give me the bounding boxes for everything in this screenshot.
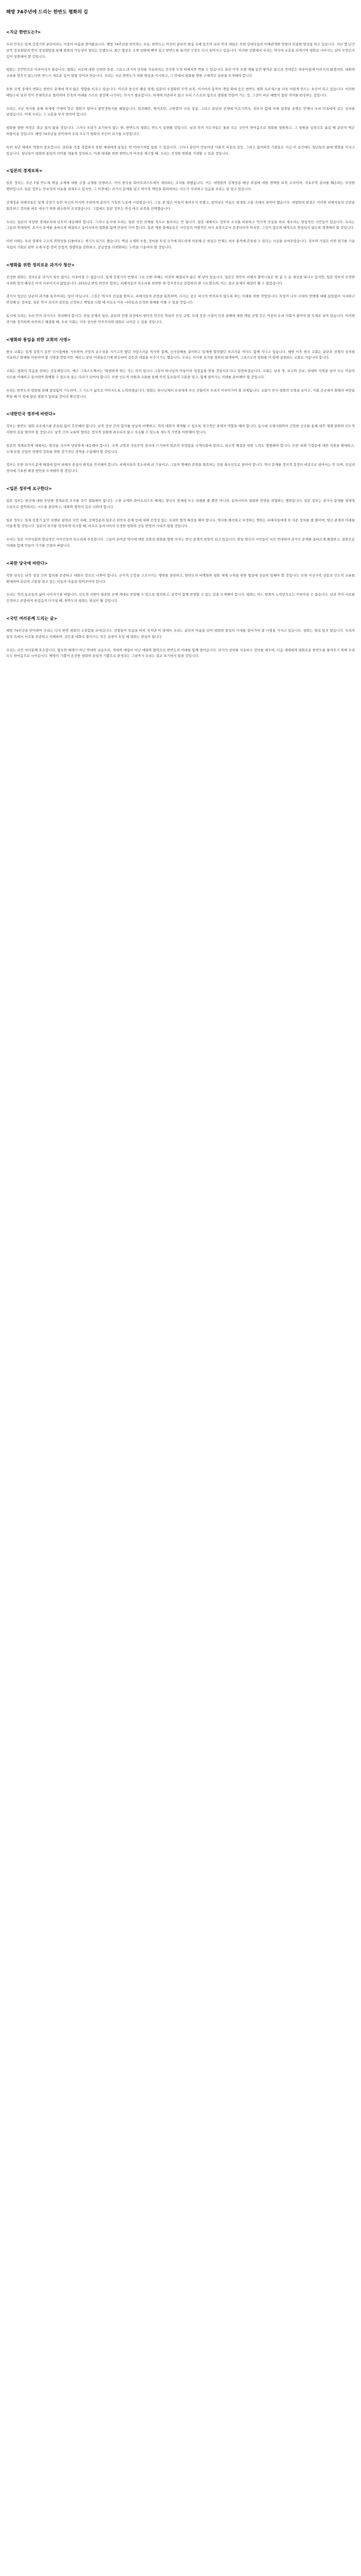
section-heading: <지금 한반도는?>	[6, 30, 41, 35]
body-paragraph: 일본의 경제보복에 대해서는 원칙을 지키며 당당하게 대응해야 합니다. 국제 규범과 자유무역 질서에 근거하여 일본의 부당함을 국제사회에 알리고, 외교적 해결을 위한 노력도 병행해야 합니다. 또한 피해 기업들에 대한 지원을 확대하고, 소재·부품 산업의 경쟁력 강화를 위한 장기적인 정책을 수립해야 할 것입니다.	[6, 443, 355, 454]
body-paragraph: 동시에 우리는 우리 안의 과거사도 정리해야 합니다. 친일 잔재의 청산, 분단과 전쟁 과정에서 벌어진 민간인 학살의 진상 규명, 독재 정권 시절의 인권 침해에 대한 책임 규명 등은 여전히 우리 사회가 풀어야 할 숙제로 남아 있습니다. 이러한 과거를 정직하게 마주하고 해결할 때, 우리 사회는 더욱 성숙한 민주주의와 평화로 나아갈 수 있을 것입니다.	[6, 313, 355, 324]
section-heading: <국민 여러분께 드리는 글>	[6, 616, 58, 621]
document-title: 해방 74주년에 드리는 한반도 평화의 길	[6, 10, 88, 15]
body-paragraph: 정부는 한반도 평화 프로세스를 흔들림 없이 추진해야 합니다. 남북 정상 간의 합의를 성실히 이행하고, 북미 대화가 재개될 수 있도록 적극적인 중재자 역할을 해야 합니다. 동시에 국제사회와의 긴밀한 공조를 통해 대북 제재 완화와 인도적 지원의 길을 열어야 할 것입니다. 남북 간의 교류와 협력은 정치적 상황에 좌우되지 않고 지속될 수 있도록 제도적 기반을 마련해야 합니다.	[6, 424, 355, 435]
body-paragraph: 진정한 평화는 정의로운 과거사 청산 없이는 이루어질 수 없습니다. 일제 강점기의 만행과 그로 인한 피해는 여전히 해결되지 않은 채 남아 있습니다. 일본군 위안부 피해자 할머니들은 한 분 두 분 세상을 떠나고 있지만, 일본 정부의 진정한 사죄와 법적 배상은 아직 이루어지지 않았습니다. 2015년 한일 위안부 합의는 피해자들의 목소리를 외면한 채 정치적으로 봉합하려 한 시도였으며, 이는 결코 문제의 해결이 될 수 없었습니다.	[6, 275, 355, 285]
body-paragraph: 우리는 북녘 동포들의 삶이 나아지기를 바랍니다. 인도적 지원이 필요한 곳에 제대로 전달될 수 있도록 협력하고, 남북이 함께 번영할 수 있는 길을 모색해야 합니다. 평화는 어느 한쪽의 노력만으로는 이루어질 수 없습니다. 남과 북이 서로를 인정하고 존중하며 한걸음씩 다가설 때, 한반도의 평화는 현실이 될 것입니다.	[6, 592, 355, 603]
section-heading: <일본 정부에 요구한다>	[6, 486, 52, 492]
body-paragraph: 우리 민족은 일제 강점기와 분단이라는 이중의 아픔을 겪어왔습니다. 해방 74주년을 맞이하는 오늘, 한반도는 여전히 분단의 현실 속에 있으며 남과 북의 대립은 주변 강대국들의 이해관계와 맞물려 복잡한 양상을 띠고 있습니다. 지난 몇 년간 남북 정상회담과 북미 정상회담을 통해 평화의 가능성이 열리는 듯했으나, 최근 협상은 교착 상태에 빠져 있고 한반도를 둘러싼 긴장은 다시 높아지고 있습니다. 이러한 상황에서 우리는 역사의 교훈을 되새기며 평화로 나아가는 길이 무엇인지 깊이 성찰해야 할 것입니다.	[6, 42, 355, 59]
body-paragraph: 한국 교회는 일제 강점기 동안 신사참배를 거부하며 신앙의 순수성을 지키고자 했던 자랑스러운 역사와 함께, 신사참배를 결의하고 일제에 협력했던 부끄러운 역사도 함께 지니고 있습니다. 해방 이후 한국 교회는 분단과 전쟁의 상처를 치유하고 화해를 이루어야 할 사명을 받았지만, 때로는 분단 이데올로기에 편승하여 갈등과 대립을 부추기기도 했습니다. 우리는 이러한 과거를 겸허히 회개하며, 그리스도의 평화를 이 땅에 실현하는 교회로 거듭나야 합니다.	[6, 349, 355, 360]
body-paragraph: 과거사 청산은 단순히 과거를 들추어내는 일이 아닙니다. 그것은 역사의 진실을 밝히고, 피해자들의 존엄을 회복하며, 다시는 같은 비극이 반복되지 않도록 하는 미래를 위한 작업입니다. 독일이 나치 시대의 만행에 대해 끊임없이 사죄하고 반성해 온 것처럼, 일본 역시 과거의 잘못을 인정하고 책임을 다할 때 비로소 이웃 나라들과 진정한 화해를 이룰 수 있을 것입니다.	[6, 294, 355, 305]
section-heading: <일본의 경제보복>	[6, 168, 43, 174]
body-paragraph: 평화는 선언만으로 이루어지지 않습니다. 평화는 서로에 대한 신뢰와 존중, 그리고 과거의 상처를 치유하려는 진지한 노력 위에서만 싹틀 수 있습니다. 분단 이후 오랜 세월 동안 쌓여온 불신과 적대감은 하루아침에 사라지지 않겠지만, 대화와 교류를 멈추지 않는다면 반드시 새로운 길이 열릴 것이라 믿습니다. 우리는 지금 한반도가 처한 현실을 직시하고, 그 안에서 평화를 향한 구체적인 실천을 모색해야 합니다.	[6, 67, 355, 78]
body-paragraph: 일본 정부는 지난 7월 반도체 핵심 소재에 대한 수출 규제를 단행하고, 이어 한국을 화이트리스트에서 제외하는 조치를 취했습니다. 이는 대법원의 강제징용 배상 판결에 대한 명백한 보복 조치이며, 자유무역 질서를 훼손하는 부당한 행위입니다. 일본 정부는 안보상의 이유를 내세우고 있지만, 그 이면에는 과거사 문제를 덮고 역사적 책임을 회피하려는 의도가 자리하고 있음을 우리는 잘 알고 있습니다.	[6, 181, 355, 192]
body-paragraph: 정부는 또한 과거사 문제 해결에 있어 피해자 중심의 원칙을 견지해야 합니다. 피해자들의 목소리에 귀 기울이고, 그들의 명예와 존엄을 회복하는 것을 최우선으로 삼아야 합니다. 역사 문제를 정치적 흥정의 대상으로 삼아서는 안 되며, 진실과 정의에 기초한 해결 방안을 모색해야 할 것입니다.	[6, 463, 355, 473]
body-paragraph: 우리는 일본 시민사회와 양심적인 지식인들의 목소리에 주목합니다. 그들이 보여준 역사에 대한 성찰과 평화를 향한 의지는 양국 관계의 희망이 되고 있습니다. 한일 양국의 시민들이 서로 연대하여 과거사 문제를 올바르게 해결하고, 평화로운 미래를 함께 만들어 가기를 간절히 바랍니다.	[6, 537, 355, 548]
body-paragraph: 특히 청년 세대의 역할이 중요합니다. 분단을 직접 경험하지 못한 세대에게 통일은 먼 이야기처럼 들릴 수 있습니다. 그러나 분단이 만들어낸 사회적 비용과 갈등, 그리고 잃어버린 기회들은 지금 이 순간에도 청년들의 삶에 영향을 미치고 있습니다. 청년들이 평화와 통일의 의미를 새롭게 정의하고, 미래 세대를 위한 한반도의 비전을 제시할 때, 우리는 진정한 변화를 기대할 수 있을 것입니다.	[6, 145, 355, 156]
body-paragraph: 북한 당국은 남북 정상 간의 합의를 존중하고 대화의 장으로 나와야 합니다. 군사적 긴장을 고조시키는 행위를 중단하고, 한반도의 비핵화와 평화 체제 구축을 위한 협상에 성실히 임해야 할 것입니다. 또한 이산가족 상봉과 인도적 교류를 확대하여 분단의 고통을 겪고 있는 이들의 아픔을 덜어주어야 합니다.	[6, 573, 355, 584]
body-paragraph: 우리는 국민 여러분께 호소합니다. 혐오와 배제가 아닌 연대와 포용으로, 적대와 대립이 아닌 대화와 협력으로 한반도의 미래를 함께 열어갑시다. 과거의 상처를 치유하고 정의를 세우며, 다음 세대에게 평화로운 한반도를 물려주기 위해 우리 모두 한마음으로 나아갑시다. 해방의 기쁨이 온전한 평화와 통일의 기쁨으로 완성되는 그날까지 우리는 결코 포기하지 않을 것입니다.	[6, 648, 355, 658]
body-paragraph: 이번 사태는 우리 경제의 구조적 취약성을 되돌아보는 계기가 되기도 했습니다. 핵심 소재와 부품, 장비를 특정 국가에 과도하게 의존해 온 현실은 언제든 외부 충격에 흔들릴 수 있다는 사실을 보여주었습니다. 정부와 기업은 이번 위기를 기술 자립의 기회로 삼아 소재·부품·장비 산업의 경쟁력을 강화하고, 공급망을 다변화하는 노력을 기울여야 할 것입니다.	[6, 239, 355, 249]
body-paragraph: 교회는 평화의 복음을 전하는 공동체입니다. 예수 그리스도께서는 '화평하게 하는 자는 복이 있나니 그들이 하나님의 아들이라 일컬음을 받을 것임이요'라고 말씀하셨습니다. 교회는 남과 북, 보수와 진보, 세대와 지역을 넘어 모든 이들이 서로를 이해하고 용서하며 화해할 수 있도록 돕는 다리가 되어야 합니다. 또한 인도적 지원과 교류를 통해 북녘 동포들의 고통을 덜고, 함께 살아가는 미래를 준비해야 할 것입니다.	[6, 369, 355, 379]
body-paragraph: 일본 정부는 일제 강점기 동안 자행된 침략과 식민 지배, 강제징용과 일본군 위안부 문제 등에 대해 진정성 있는 사죄와 법적 배상을 해야 합니다. 역사를 왜곡하고 부정하는 행위는 피해자들에게 또 다른 상처를 줄 뿐이며, 양국 관계의 미래를 어둡게 할 것입니다. 일본이 과거를 정직하게 직시할 때, 비로소 동아시아의 진정한 평화와 공동 번영의 시대가 열릴 것입니다.	[6, 518, 355, 529]
section-heading: <북한 당국에 바란다>	[6, 561, 48, 566]
body-paragraph: 해방 74주년을 맞이하며 우리는 다시 한번 평화의 소중함을 되새깁니다. 선열들이 목숨을 바쳐 지켜낸 이 땅에서 우리는 분단의 아픔을 넘어 평화와 통일의 시대를 열어가야 할 사명을 가지고 있습니다. 평화는 멀리 있지 않습니다. 우리의 일상 속에서 서로를 존중하고 이해하며, 갈등을 대화로 풀어가는 작은 실천이 모일 때 평화는 현실이 됩니다.	[6, 629, 355, 639]
body-paragraph: 강제징용 피해자들은 일제 강점기 동안 자신의 의사와 무관하게 끌려가 가혹한 노동에 시달렸습니다. 그들 중 많은 이들이 돌아오지 못했고, 살아남은 이들도 평생을 고통 속에서 살아야 했습니다. 대법원의 판결은 이러한 피해자들의 인권을 회복하고 정의를 바로 세우기 위한 최소한의 조치였습니다. 그럼에도 일본 정부는 반성 대신 보복을 선택했습니다.	[6, 200, 355, 211]
section-heading: <평화와 통일을 위한 교회의 사명>	[6, 337, 71, 342]
body-paragraph: 우리는 한반도의 평화를 위해 끊임없이 기도하며, 그 기도가 삶으로 이어지도록 노력하겠습니다. 평화는 하나님께서 우리에게 주신 선물이자 우리가 이루어가야 할 과제입니다. 교회가 먼저 평화의 모범을 보이고, 사회 곳곳에서 화해의 씨앗을 뿌릴 때 이 땅에 참된 평화가 꽃피울 것이라 확신합니다.	[6, 388, 355, 399]
section-heading: <대한민국 정부에 바란다>	[6, 412, 56, 417]
body-paragraph: 우리는 지난 역사를 통해 외세에 기대어 얻은 평화가 얼마나 불안정한지를 배웠습니다. 임진왜란, 병자호란, 구한말의 국권 상실, 그리고 분단과 전쟁에 이르기까지, 외부의 힘에 의해 결정된 운명은 언제나 우리 민족에게 깊은 상처를 남겼습니다. 이제 우리는 그 교훈을 잊지 말아야 합니다.	[6, 106, 355, 117]
document-body	[6, 29, 355, 659]
section-heading: <평화를 위한 정의로운 과거사 청산>	[6, 262, 75, 267]
body-paragraph: 우리는 일본의 부당한 경제보복에 단호히 대응해야 합니다. 그러나 동시에 우리는 일본 국민 전체를 적으로 돌려서는 안 됩니다. 일본 내에서도 정부의 조치를 비판하고 역사적 진실을 바로 세우려는 양심적인 시민들이 있습니다. 우리는 그들과 연대하며, 과거사 문제를 올바르게 해결하고 동아시아의 평화를 함께 만들어 가야 합니다. 일본 제품 불매운동은 시민들의 자발적인 의사 표현으로서 존중되어야 하지만, 그것이 혐오와 배척으로 변질되지 않도록 경계해야 할 것입니다.	[6, 219, 355, 230]
body-paragraph: 또한 국제 정세의 변화는 한반도 문제에 적지 않은 영향을 미치고 있습니다. 미국과 중국의 패권 경쟁, 일본의 우경화와 무역 보복, 러시아의 동북아 개입 확대 등은 한반도 평화 프로세스를 더욱 어렵게 만드는 요인이 되고 있습니다. 이러한 때일수록 남과 북이 주체적으로 협력하며 민족의 미래를 스스로 결정해 나가려는 의지가 필요합니다. 외세에 의존하지 않고 우리 스스로의 힘으로 평화를 만들어 가는 것, 그것이 바로 해방의 참된 의미를 완성하는 길입니다.	[6, 87, 355, 97]
body-paragraph: 일본 정부는 한국에 대한 부당한 경제보복 조치를 즉각 철회해야 합니다. 수출 규제와 화이트리스트 배제는 양국의 경제에 모두 피해를 줄 뿐만 아니라, 동아시아의 평화와 번영을 위협하는 행위입니다. 일본 정부는 과거사 문제를 경제적 수단으로 압박하려는 시도를 중단하고, 대화와 협력의 길로 나와야 합니다.	[6, 499, 355, 509]
body-paragraph: 평화를 향한 여정은 결코 쉽지 않을 것입니다. 그러나 우리가 포기하지 않는 한, 한반도의 평화는 반드시 실현될 것입니다. 남과 북의 지도자들은 물론 모든 국민이 한마음으로 평화를 염원하고, 그 염원을 실천으로 옮길 때 분단의 벽은 허물어질 것입니다. 해방 74주년을 맞이하여 우리 모두가 평화의 주인이 되기를 소망합니다.	[6, 126, 355, 136]
